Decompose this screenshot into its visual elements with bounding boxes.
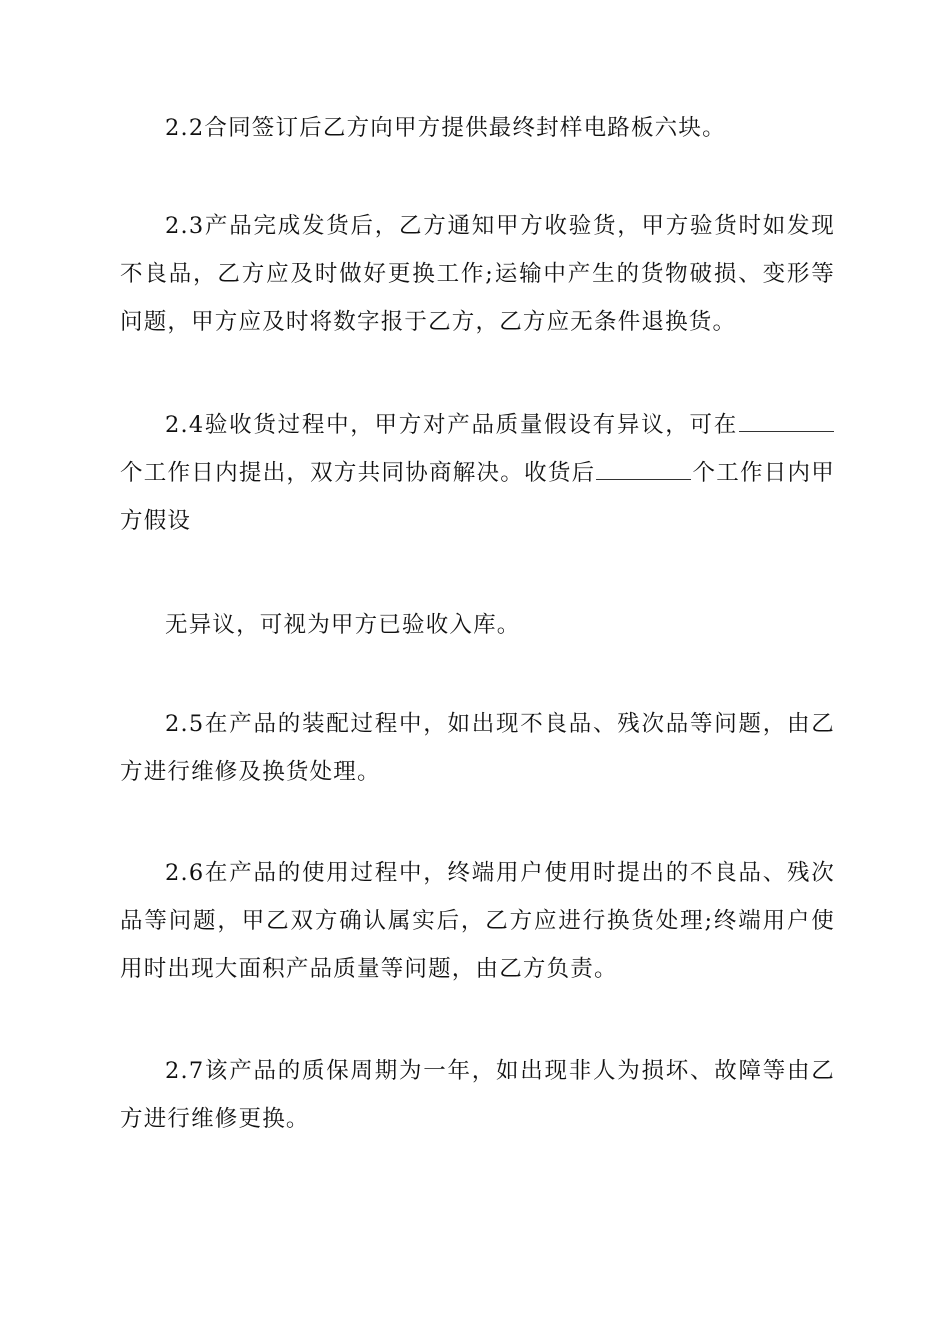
clause-2-4-continued: 无异议，可视为甲方已验收入库。 [165,612,521,638]
clause-2-2: 2.2合同签订后乙方向甲方提供最终封样电路板六块。 [165,115,726,141]
clause-2-7: 2.7该产品的质保周期为一年，如出现非人为损坏、故障等由乙方进行维修更换。 [120,1058,835,1132]
clause-2-5: 2.5在产品的装配过程中，如出现不良品、残次品等问题，由乙方进行维修及换货处理。 [120,711,835,785]
clause-2-6: 2.6在产品的使用过程中，终端用户使用时提出的不良品、残次品等问题，甲乙双方确认属实后，乙方应进行换货处理;终端用户使用时出现大面积产品质量等问题，由乙方负责。 [120,860,835,982]
clause-2-3: 2.3产品完成发货后，乙方通知甲方收验货，甲方验货时如发现不良品，乙方应及时做好更换工作;运输中产生的货物破损、变形等问题，甲方应及时将数字报于乙方，乙方应无条件退换货。 [120,213,835,335]
clause-2-4-part-a: 2.4验收货过程中，甲方对产品质量假设有异议，可在 [165,412,738,438]
clause-2-4-part-b: 个工作日内提出，双方共同协商解决。收货后 [120,460,596,486]
blank-line [739,411,834,432]
clause-2-4-part-c: 个工作日内甲方假设 [120,460,835,534]
clause-2-4 [120,401,835,545]
blank-line [596,459,691,480]
